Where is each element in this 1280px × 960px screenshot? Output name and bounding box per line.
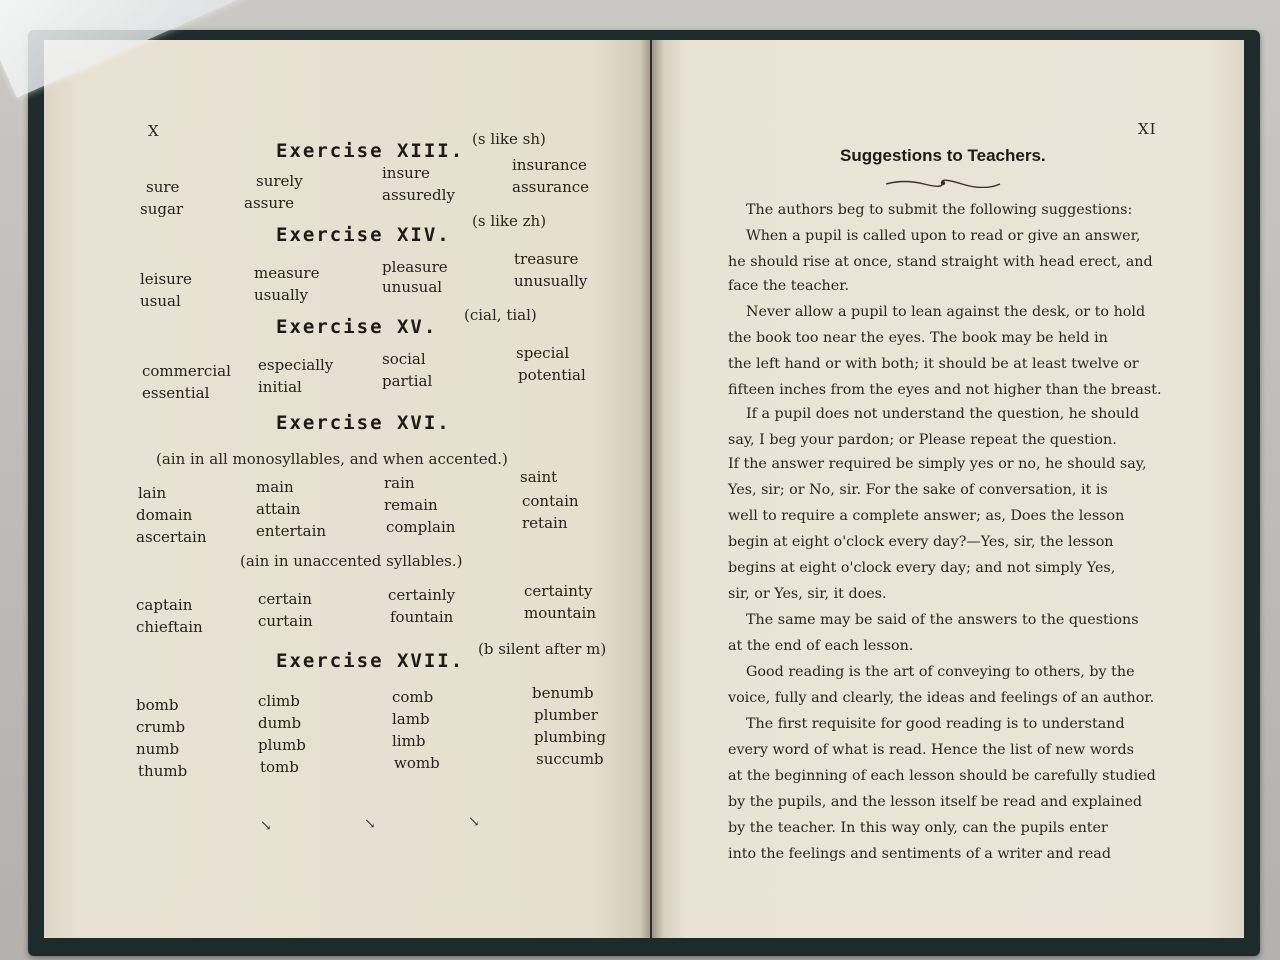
word: thumb [138, 762, 188, 780]
word: retain [522, 514, 568, 532]
exercise-16-title: Exercise XVI. [276, 412, 451, 434]
text-line: begins at eight o'clock every day; and not simply Yes, [728, 560, 1116, 576]
word: unusual [382, 278, 443, 296]
text-line: Never allow a pupil to lean against the desk, or to hold [746, 304, 1146, 320]
text-line: every word of what is read. Hence the list of new words [728, 742, 1134, 758]
word: rain [384, 474, 415, 492]
word: certainly [388, 586, 456, 604]
word: dumb [258, 714, 302, 732]
text-line: begin at eight o'clock every day?—Yes, sir, the lesson [728, 534, 1114, 550]
text-line: say, I beg your pardon; or Please repeat the question. [728, 432, 1117, 448]
word: benumb [532, 684, 594, 702]
word: assuredly [382, 186, 455, 204]
text-line: by the pupils, and the lesson itself be read and explained [728, 794, 1143, 810]
word: fountain [390, 608, 454, 626]
word: contain [522, 492, 579, 510]
word: certainty [524, 582, 593, 600]
text-line: Good reading is the art of conveying to others, by the [746, 664, 1135, 680]
word: complain [386, 518, 456, 536]
word: partial [382, 372, 433, 390]
word: ascertain [136, 528, 207, 546]
word: sure [146, 178, 180, 196]
text-line: well to require a complete answer; as, Does the lesson [728, 508, 1125, 524]
exercise-13-note: (s like sh) [472, 130, 546, 148]
word: main [256, 478, 294, 496]
word: entertain [256, 522, 327, 540]
word: unusually [514, 272, 588, 290]
arrow-mark: ↘ [364, 816, 376, 832]
word: bomb [136, 696, 179, 714]
word: womb [394, 754, 440, 772]
arrow-mark: ↘ [468, 814, 480, 830]
text-line: the book too near the eyes. The book may be held in [728, 330, 1108, 346]
word: succumb [536, 750, 604, 768]
page-number-left: X [148, 122, 160, 140]
left-page [44, 40, 650, 938]
word: commercial [142, 362, 231, 380]
word: measure [254, 264, 320, 282]
text-line: When a pupil is called upon to read or give an answer, [746, 228, 1141, 244]
text-line: The authors beg to submit the following suggestions: [746, 202, 1133, 218]
word: remain [384, 496, 438, 514]
word: potential [518, 366, 586, 384]
word: plumb [258, 736, 306, 754]
exercise-17-title: Exercise XVII. [276, 650, 465, 672]
right-page [652, 40, 1244, 938]
word: saint [520, 468, 558, 486]
word: social [382, 350, 426, 368]
word: limb [392, 732, 426, 750]
text-line: face the teacher. [728, 278, 849, 294]
word: captain [136, 596, 193, 614]
word: insurance [512, 156, 587, 174]
word: usually [254, 286, 309, 304]
word: curtain [258, 612, 313, 630]
word: numb [136, 740, 180, 758]
word: lain [138, 484, 167, 502]
text-line: sir, or Yes, sir, it does. [728, 586, 887, 602]
word: attain [256, 500, 301, 518]
word: assure [244, 194, 295, 212]
exercise-16-note: (ain in all monosyllables, and when accented.) [156, 450, 508, 468]
page-number-right: XI [1138, 120, 1157, 138]
text-line: at the beginning of each lesson should be carefully studied [728, 768, 1156, 784]
word: mountain [524, 604, 597, 622]
text-line: into the feelings and sentiments of a writer and read [728, 846, 1111, 862]
word: treasure [514, 250, 579, 268]
text-line: Yes, sir; or No, sir. For the sake of conversation, it is [728, 482, 1108, 498]
word: certain [258, 590, 312, 608]
text-line: The first requisite for good reading is to understand [746, 716, 1125, 732]
word: plumbing [534, 728, 606, 746]
ornament-divider [884, 178, 1002, 188]
text-line: he should rise at once, stand straight with head erect, and [728, 254, 1153, 270]
exercise-14-title: Exercise XIV. [276, 224, 451, 246]
word: lamb [392, 710, 430, 728]
word: comb [392, 688, 434, 706]
word: usual [140, 292, 181, 310]
word: domain [136, 506, 193, 524]
text-line: fifteen inches from the eyes and not higher than the breast. [728, 382, 1162, 398]
text-line: The same may be said of the answers to the questions [746, 612, 1139, 628]
text-line: the left hand or with both; it should be at least twelve or [728, 356, 1139, 372]
word: special [516, 344, 570, 362]
text-line: by the teacher. In this way only, can the pupils enter [728, 820, 1108, 836]
word: sugar [140, 200, 184, 218]
exercise-14-note: (s like zh) [472, 212, 547, 230]
exercise-17-note: (b silent after m) [478, 640, 607, 658]
word: crumb [136, 718, 186, 736]
word: chieftain [136, 618, 203, 636]
arrow-mark: ↘ [260, 818, 272, 834]
exercise-15-note: (cial, tial) [464, 306, 537, 324]
text-line: voice, fully and clearly, the ideas and feelings of an author. [728, 690, 1155, 706]
word: insure [382, 164, 430, 182]
word: initial [258, 378, 302, 396]
book-gutter [640, 40, 664, 938]
exercise-13-title: Exercise XIII. [276, 140, 465, 162]
text-line: If the answer required be simply yes or no, he should say, [728, 456, 1147, 472]
word: surely [256, 172, 303, 190]
exercise-15-title: Exercise XV. [276, 316, 438, 338]
exercise-16-subnote: (ain in unaccented syllables.) [240, 552, 463, 570]
text-line: at the end of each lesson. [728, 638, 914, 654]
word: pleasure [382, 258, 448, 276]
word: plumber [534, 706, 598, 724]
word: leisure [140, 270, 192, 288]
word: essential [142, 384, 210, 402]
word: climb [258, 692, 300, 710]
word: tomb [260, 758, 299, 776]
word: assurance [512, 178, 590, 196]
word: especially [258, 356, 334, 374]
suggestions-title: Suggestions to Teachers. [840, 146, 1046, 165]
text-line: If a pupil does not understand the question, he should [746, 406, 1139, 422]
